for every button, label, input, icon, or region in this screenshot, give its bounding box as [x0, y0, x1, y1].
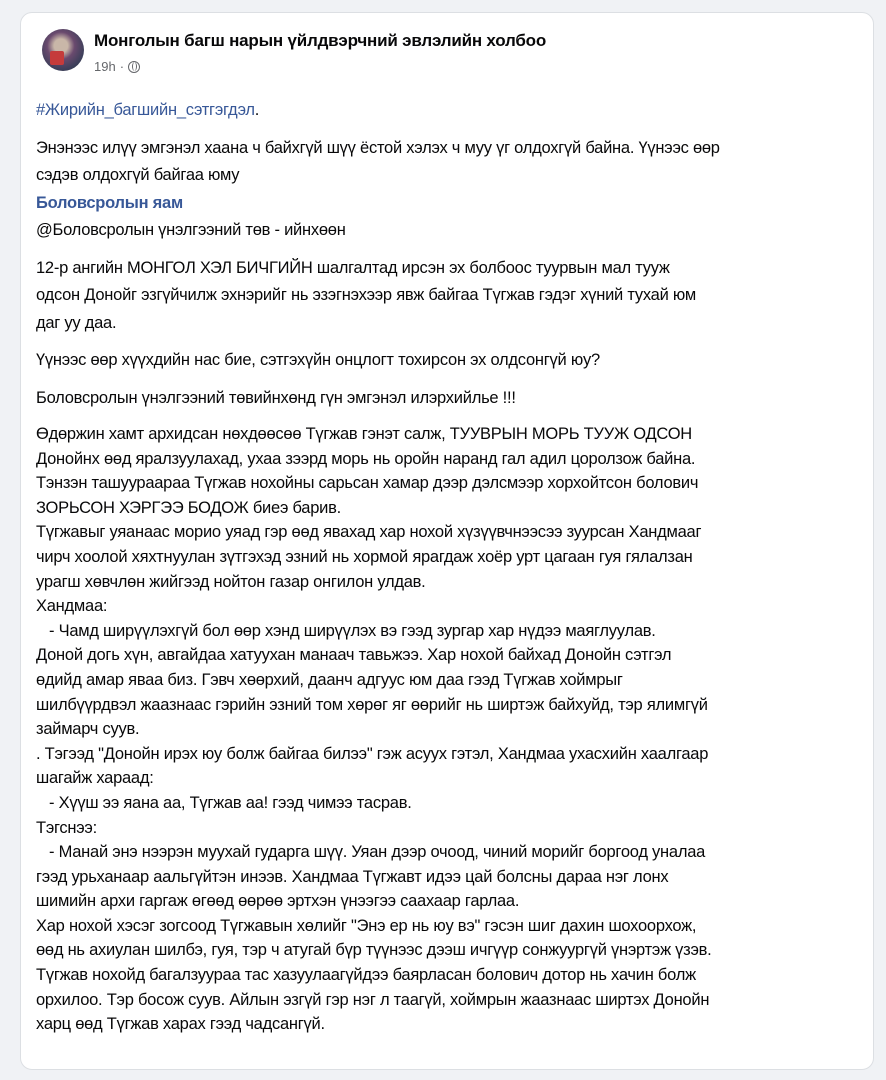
text-line: сэдэв олдохгүй байгаа юму	[36, 166, 240, 184]
exam-paragraph	[36, 255, 866, 338]
text-line: Тэгснээ:	[36, 818, 97, 837]
intro-paragraph	[36, 135, 866, 190]
text-line: шилбүүрдвэл жаазнаас гэрийн эзний том хөрөг яг өөрийг нь ширтэж байхуйд, тэр ялимгүй	[36, 695, 708, 714]
globe-icon[interactable]	[128, 61, 140, 73]
text-line: орхилоо. Тэр босож суув. Айлын эзгүй гэр нэг л таагүй, хоймрын жаазнаас ширтэх Донойн	[36, 990, 710, 1009]
text-line: гээд урьханаар аальгүйтэн инээв. Хандмаа Түгжавт идээ цай болсны дараа нэг лонх	[36, 867, 669, 886]
text-line: Өдөржин хамт архидсан нөхдөөсөө Түгжав гэнэт салж, ТУУВРЫН МОРЬ ТУУЖ ОДСОН	[36, 425, 692, 443]
author-avatar[interactable]	[42, 29, 84, 71]
story-excerpt	[36, 422, 866, 1037]
text-line: . Тэгээд "Донойн ирэх юу болж байгаа билээ" гэж асуух гэтэл, Хандмаа ухасхийн хаалгаар	[36, 744, 709, 763]
mention-text: @Боловсролын үнэлгээний төв - ийнхөөн	[36, 221, 346, 239]
text-line: - Чамд ширүүлэхгүй бол өөр хэнд ширүүлэх вэ гээд зургар хар нүдээ маяглуулав.	[49, 621, 656, 640]
post-card	[20, 12, 874, 1070]
text-line: даг уу даа.	[36, 313, 117, 332]
text-line: урагш хөвчлөн жийгээд нойтон газар онгилон улдав.	[36, 572, 426, 591]
text-line: Түгжавыг уяанаас морио уяад гэр өөд явахад хар нохой хүзүүвчнээсээ зуурсан Хандмааг	[36, 523, 702, 542]
text-line: Түгжав нохойд багалзуураа тас хазуулаагүйдээ баярласан болович дотор нь хачин болж	[36, 966, 696, 985]
text-line: харц өөд Түгжав харах гээд чадсангүй.	[36, 1015, 325, 1034]
hashtag-line	[36, 97, 866, 125]
hashtag-suffix: .	[254, 101, 260, 119]
text-line: өдийд амар яваа биз. Гэвч хөөрхий, даанч адгуус юм даа гээд Түгжав хоймрыг	[36, 670, 623, 689]
text-line: ЗОРЬСОН ХЭРГЭЭ БОДОЖ биеэ барив.	[36, 498, 341, 517]
text-line: одсон Донойг эзгүйчилж эхнэрийг нь эзэгнэхээр явж байгаа Түгжав гэдэг хүний тухай юм	[36, 286, 696, 304]
meta-separator: ·	[119, 59, 125, 74]
author-name[interactable]: Монголын багш нарын үйлдвэрчний эвлэлийн холбоо	[94, 31, 547, 50]
hashtag-link[interactable]: #Жирийн_багшийн_сэтгэгдэл	[36, 101, 255, 119]
text-line: чирч хоолой хяхтнуулан зүтгэхэд эзний нь хормой ярагдаж хоёр урт цагаан гуя гялалзан	[36, 547, 693, 566]
text-line: шимийн архи гаргаж өгөөд өөрөө эртхэн үнээгээ саахаар гарлаа.	[36, 892, 520, 911]
condolence-paragraph: Боловсролын үнэлгээний төвийнхөнд гүн эмгэнэл илэрхийлье !!!	[36, 388, 516, 407]
tag-page-link[interactable]: Боловсролын яам	[36, 193, 183, 212]
text-line: Хар нохой хэсэг зогсоод Түгжавын хөлийг "Энэ ер нь юу вэ" гэсэн шиг дахин шохоорхож,	[36, 916, 697, 935]
text-line: Донойнх өөд яралзуулахад, ухаа зээрд морь нь оройн наранд гал адил цоролзож байна.	[36, 449, 696, 468]
text-line: Доной догь хүн, авгайдаа хатуухан манаач тавьжээ. Хар нохой байхад Донойн сэтгэл	[36, 646, 672, 665]
text-line: 12-р ангийн МОНГОЛ ХЭЛ БИЧГИЙН шалгалтад ирсэн эх болбоос туурвын мал тууж	[36, 258, 670, 277]
text-line: Энэнээс илүү эмгэнэл хаана ч байхгүй шүү ёстой хэлэх ч муу үг олдохгүй байна. Үүнээс өөр	[36, 138, 720, 157]
text-line: шагайж хараад:	[36, 769, 154, 788]
text-line: - Хүүш ээ яана аа, Түгжав аа! гээд чимээ тасрав.	[49, 793, 412, 812]
text-line: Тэнзэн ташуураараа Түгжав нохойны сарьсан хамар дээр дэлсмээр хорхойтсон болович	[36, 474, 699, 493]
text-line: - Манай энэ нээрэн муухай гударга шүү. Уяан дээр очоод, чиний морийг боргоод уналаа	[49, 843, 706, 862]
text-line: Хандмаа:	[36, 597, 108, 616]
post-body	[36, 97, 866, 1037]
question-paragraph: Үүнээс өөр хүүхдийн нас бие, сэтгэхүйн онцлогт тохирсон эх олдсонгүй юу?	[36, 351, 600, 369]
text-line: займарч суув.	[36, 720, 140, 739]
text-line: өөд нь ахиулан шилбэ, гуя, тэр ч атугай бүр түүнээс дээш ичгүүр сонжуургүй үнэртэж үзэв.	[36, 941, 712, 960]
post-meta	[94, 59, 140, 74]
post-time[interactable]: 19h	[94, 59, 116, 74]
